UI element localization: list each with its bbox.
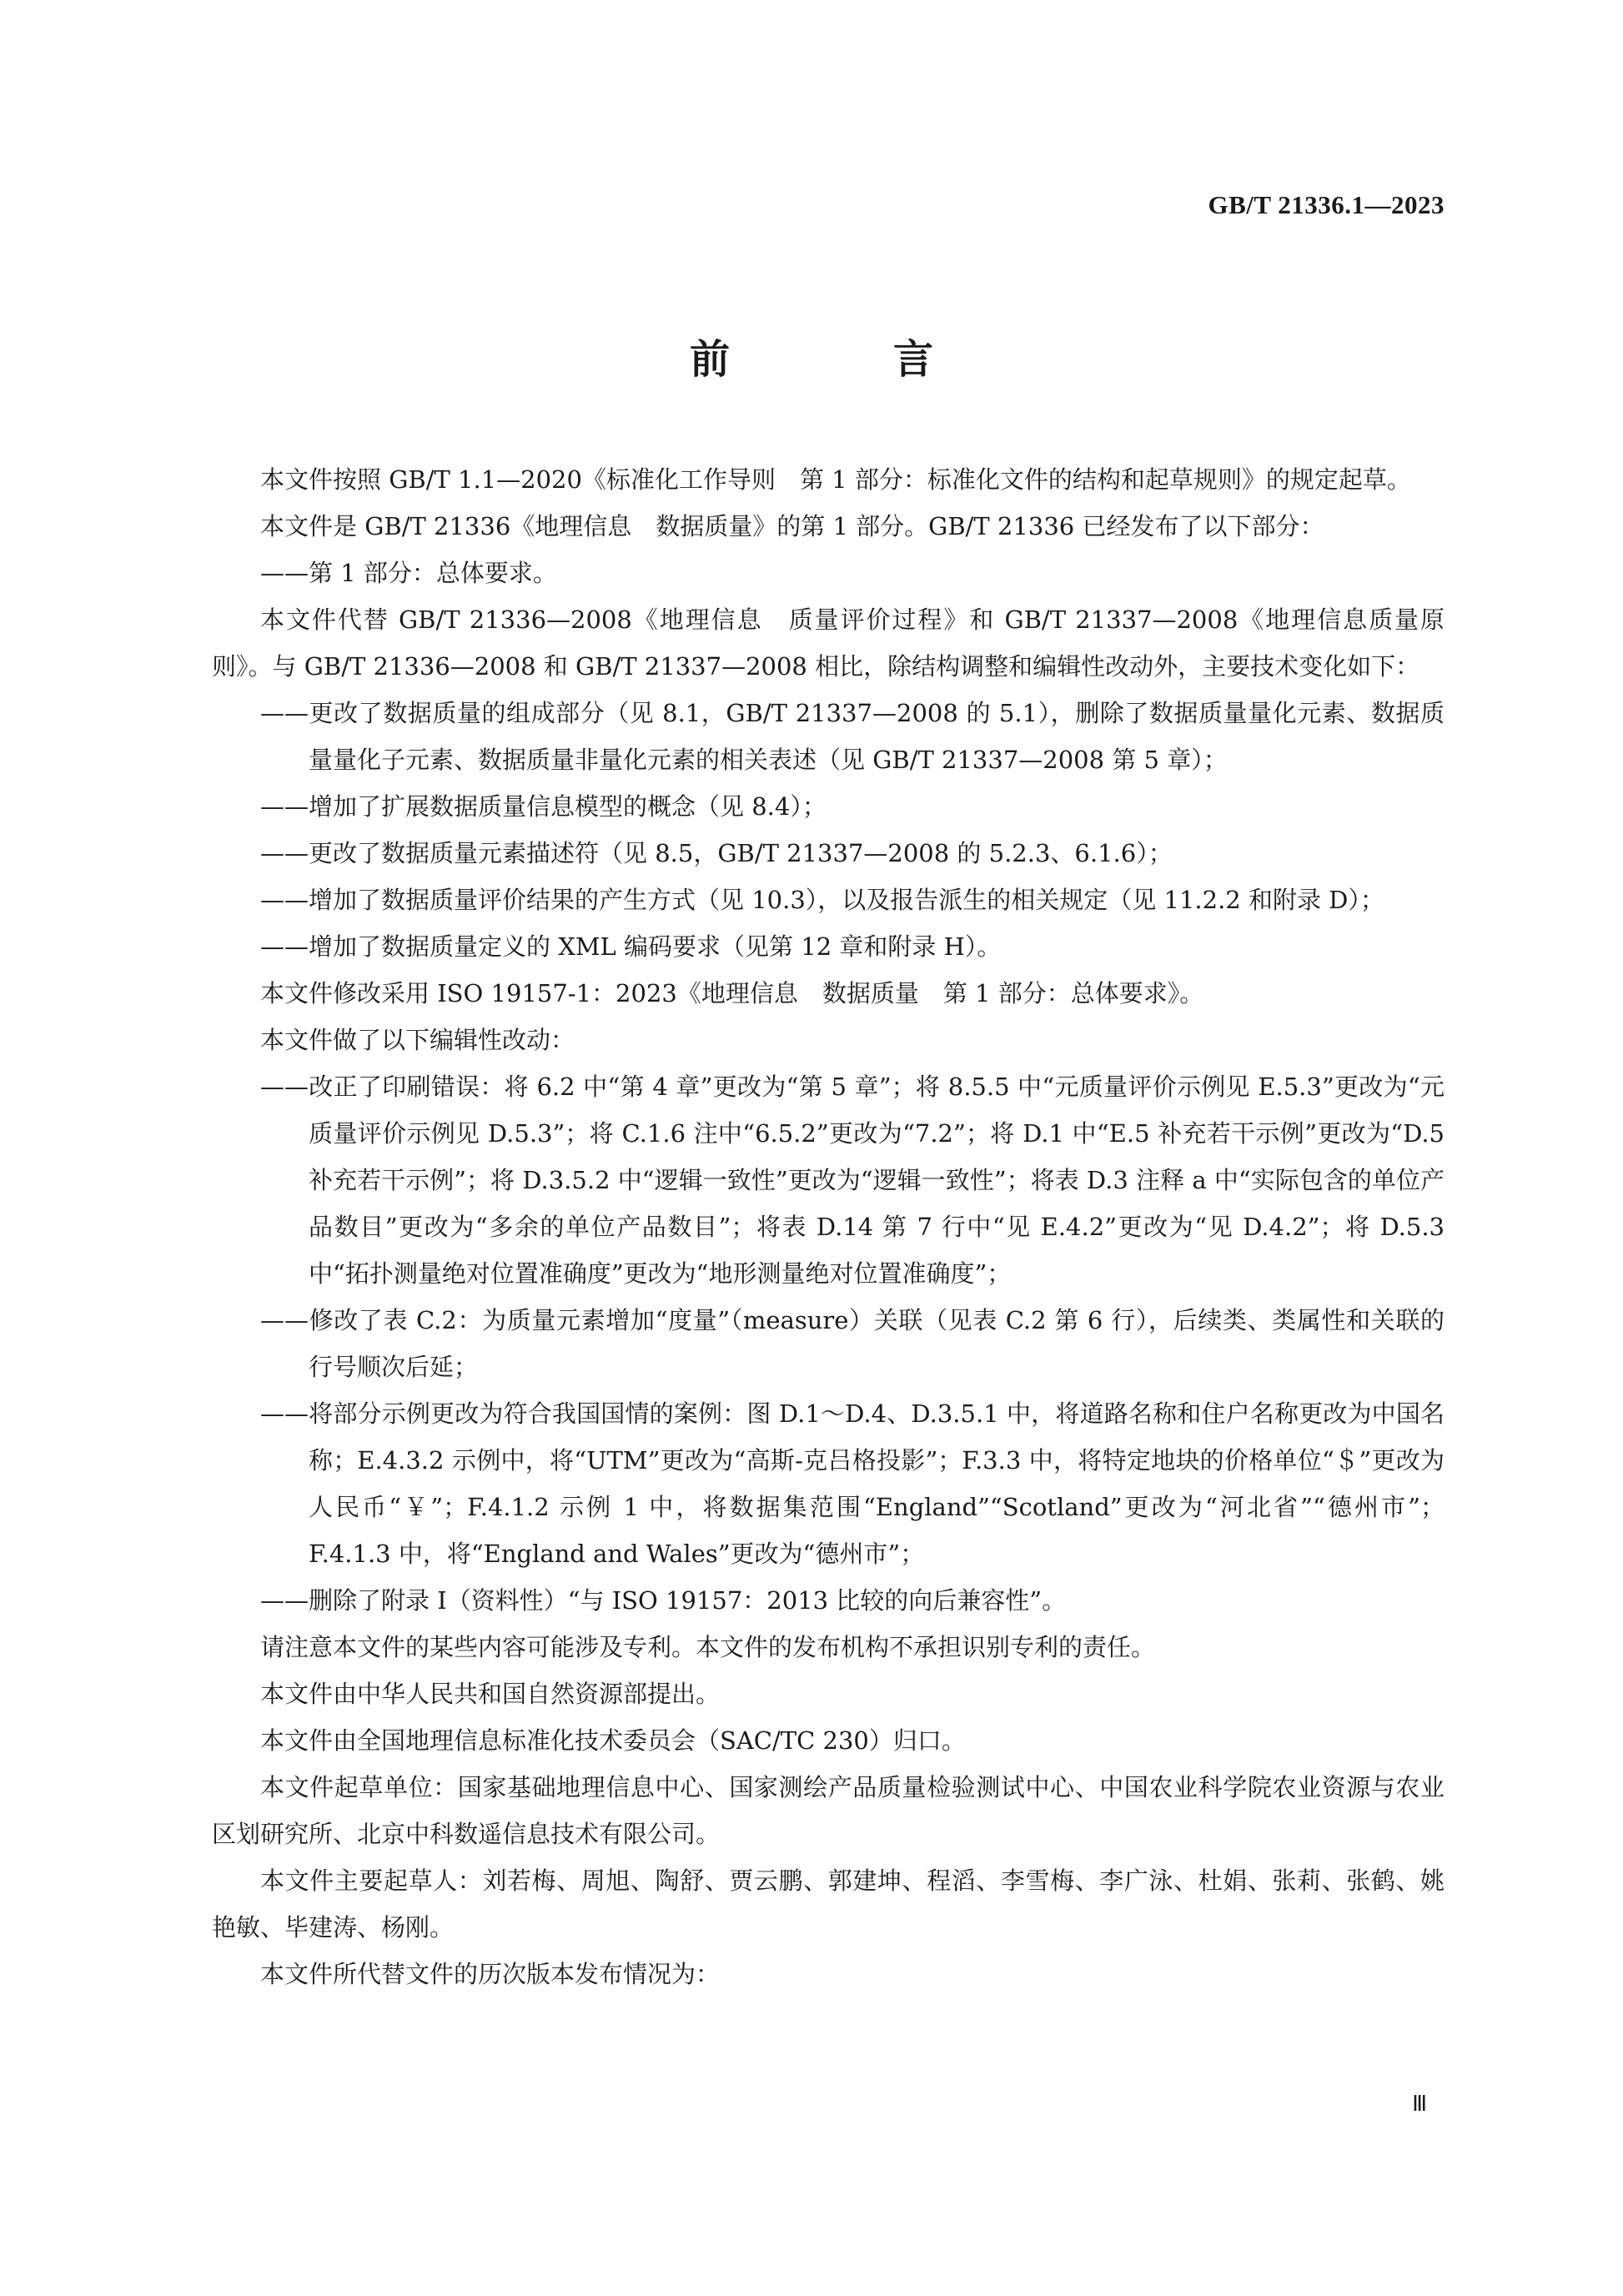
list-item: ——第 1 部分：总体要求。	[260, 559, 557, 587]
paragraph: 本文件主要起草人：刘若梅、周旭、陶舒、贾云鹏、郭建坤、程滔、李雪梅、李广泳、杜娟、张莉、张鹤、姚艳敏、毕建涛、杨刚。	[212, 1866, 1445, 1942]
paragraph: 本文件是 GB/T 21336《地理信息 数据质量》的第 1 部分。GB/T 21336 已经发布了以下部分：	[260, 512, 1324, 540]
paragraph: 本文件修改采用 ISO 19157-1：2023《地理信息 数据质量 第 1 部分：总体要求》。	[260, 979, 1204, 1007]
list-item: ——更改了数据质量的组成部分（见 8.1，GB/T 21337—2008 的 5.1），删除了数据质量量化元素、数据质量量化子元素、数据质量非量化元素的相关表述（见 GB/T 21337—2008 第 5 章）；	[260, 699, 1445, 774]
list-item: ——增加了数据质量评价结果的产生方式（见 10.3），以及报告派生的相关规定（见 11.2.2 和附录 D）；	[260, 886, 1384, 914]
body-content	[212, 456, 1445, 1997]
paragraph: 本文件按照 GB/T 1.1—2020《标准化工作导则 第 1 部分：标准化文件的结构和起草规则》的规定起草。	[260, 465, 1411, 494]
paragraph: 本文件代替 GB/T 21336—2008《地理信息 质量评价过程》和 GB/T 21337—2008《地理信息质量原则》。与 GB/T 21336—2008 和 GB/T 21337—2008 相比，除结构调整和编辑性改动外，主要技术变化如下：	[212, 605, 1445, 681]
list-item: ——增加了扩展数据质量信息模型的概念（见 8.4）；	[260, 792, 827, 821]
paragraph: 本文件由全国地理信息标准化技术委员会（SAC/TC 230）归口。	[260, 1726, 966, 1755]
list-item: ——删除了附录 I（资料性）“与 ISO 19157：2013 比较的向后兼容性”。	[260, 1586, 1067, 1615]
paragraph: 本文件起草单位：国家基础地理信息中心、国家测绘产品质量检验测试中心、中国农业科学院农业资源与农业区划研究所、北京中科数遥信息技术有限公司。	[212, 1773, 1445, 1848]
page-number: Ⅲ	[1412, 2092, 1428, 2116]
page-title: 前 言	[689, 336, 995, 383]
list-item: ——将部分示例更改为符合我国国情的案例：图 D.1～D.4、D.3.5.1 中，将道路名称和住户名称更改为中国名称；E.4.3.2 示例中，将“UTM”更改为“高斯-克吕格投影”；F.3.3 中，将特定地块的价格单位“＄”更改为人民币“￥”；F.4.1.2 示例 1 中，将数据集范围“England”“Scotland”更改为“河北省”“德州市”；F.4.1.3 中，将“England and Wales”更改为“德州市”；	[260, 1399, 1445, 1568]
document-code: GB/T 21336.1—2023	[1208, 190, 1445, 219]
paragraph: 本文件所代替文件的历次版本发布情况为：	[260, 1960, 721, 1988]
list-item: ——增加了数据质量定义的 XML 编码要求（见第 12 章和附录 H）。	[260, 932, 1002, 961]
paragraph: 本文件由中华人民共和国自然资源部提出。	[260, 1680, 721, 1708]
paragraph: 请注意本文件的某些内容可能涉及专利。本文件的发布机构不承担识别专利的责任。	[260, 1633, 1156, 1661]
list-item: ——改正了印刷错误：将 6.2 中“第 4 章”更改为“第 5 章”；将 8.5.5 中“元质量评价示例见 E.5.3”更改为“元质量评价示例见 D.5.3”；将 C.1.6 注中“6.5.2”更改为“7.2”；将 D.1 中“E.5 补充若干示例”更改为“D.5 补充若干示例”；将 D.3.5.2 中“逻辑一致性”更改为“逻辑一致性”；将表 D.3 注释 a 中“实际包含的单位产品数目”更改为“多余的单位产品数目”；将表 D.14 第 7 行中“见 E.4.2”更改为“见 D.4.2”；将 D.5.3 中“拓扑测量绝对位置准确度”更改为“地形测量绝对位置准确度”；	[260, 1073, 1445, 1288]
list-item: ——更改了数据质量元素描述符（见 8.5，GB/T 21337—2008 的 5.2.3、6.1.6）；	[260, 839, 1173, 867]
list-item: ——修改了表 C.2：为质量元素增加“度量”（measure）关联（见表 C.2 第 6 行），后续类、类属性和关联的行号顺次后延；	[260, 1306, 1445, 1381]
paragraph: 本文件做了以下编辑性改动：	[260, 1026, 575, 1054]
